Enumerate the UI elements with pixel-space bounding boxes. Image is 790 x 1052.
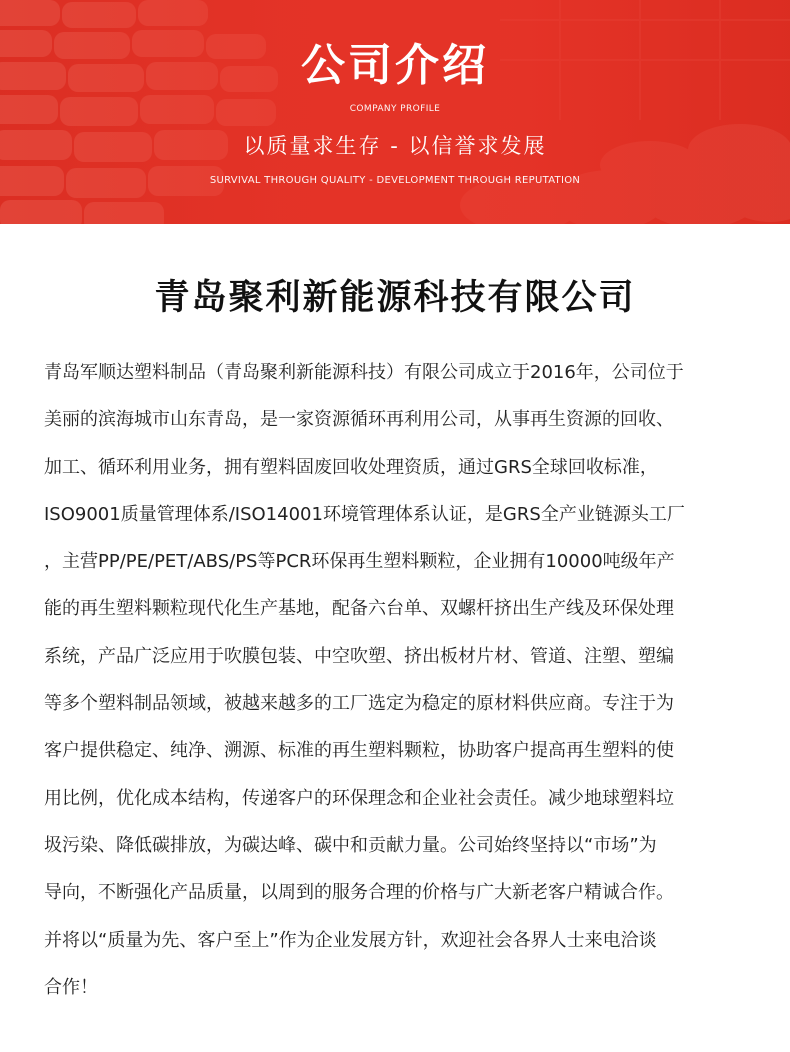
intro-line: 圾污染、降低碳排放，为碳达峰、碳中和贡献力量。公司始终坚持以“市场”为 <box>44 834 657 856</box>
intro-line: 美丽的滨海城市山东青岛，是一家资源循环再利用公司，从事再生资源的回收、 <box>44 409 674 431</box>
intro-line: ，主营PP/PE/PET/ABS/PS等PCR环保再生塑料颗粒，企业拥有10000吨级年产 <box>44 551 675 573</box>
banner-title: 公司介绍 <box>301 40 489 91</box>
intro-line: 合作！ <box>44 976 98 998</box>
intro-line: 系统，产品广泛应用于吹膜包装、中空吹塑、挤出板材片材、管道、注塑、塑编 <box>44 645 674 667</box>
intro-line: 导向，不断强化产品质量，以周到的服务合理的价格与广大新老客户精诚合作。 <box>44 882 674 904</box>
banner-slogan-en: SURVIVAL THROUGH QUALITY - DEVELOPMENT THROUGH REPUTATION <box>209 175 581 186</box>
intro-line: 用比例，优化成本结构，传递客户的环保理念和企业社会责任。减少地球塑料垃 <box>44 787 674 809</box>
intro-line: 青岛军顺达塑料制品（青岛聚利新能源科技）有限公司成立于2016年，公司位于 <box>44 362 684 383</box>
banner-text-group <box>0 0 790 224</box>
intro-line: 加工、循环利用业务，拥有塑料固废回收处理资质，通过GRS全球回收标准， <box>44 456 658 478</box>
company-intro-paragraph <box>44 349 774 1011</box>
company-name-heading: 青岛聚利新能源科技有限公司 <box>154 278 636 318</box>
intro-line: ISO9001质量管理体系/ISO14001环境管理体系认证，是GRS全产业链源头工厂 <box>44 503 685 525</box>
banner-slogan: 以质量求生存 - 以信誉求发展 <box>243 134 547 158</box>
intro-line: 等多个塑料制品领域，被越来越多的工厂选定为稳定的原材料供应商。专注于为 <box>44 693 674 715</box>
banner-title-en: COMPANY PROFILE <box>349 104 441 114</box>
intro-line: 能的再生塑料颗粒现代化生产基地，配备六台单、双螺杆挤出生产线及环保处理 <box>44 598 674 620</box>
header-banner <box>0 0 790 224</box>
intro-line: 客户提供稳定、纯净、溯源、标准的再生塑料颗粒，协助客户提高再生塑料的使 <box>44 740 674 762</box>
intro-line: 并将以“质量为先、客户至上”作为企业发展方针，欢迎社会各界人士来电洽谈 <box>44 929 657 951</box>
